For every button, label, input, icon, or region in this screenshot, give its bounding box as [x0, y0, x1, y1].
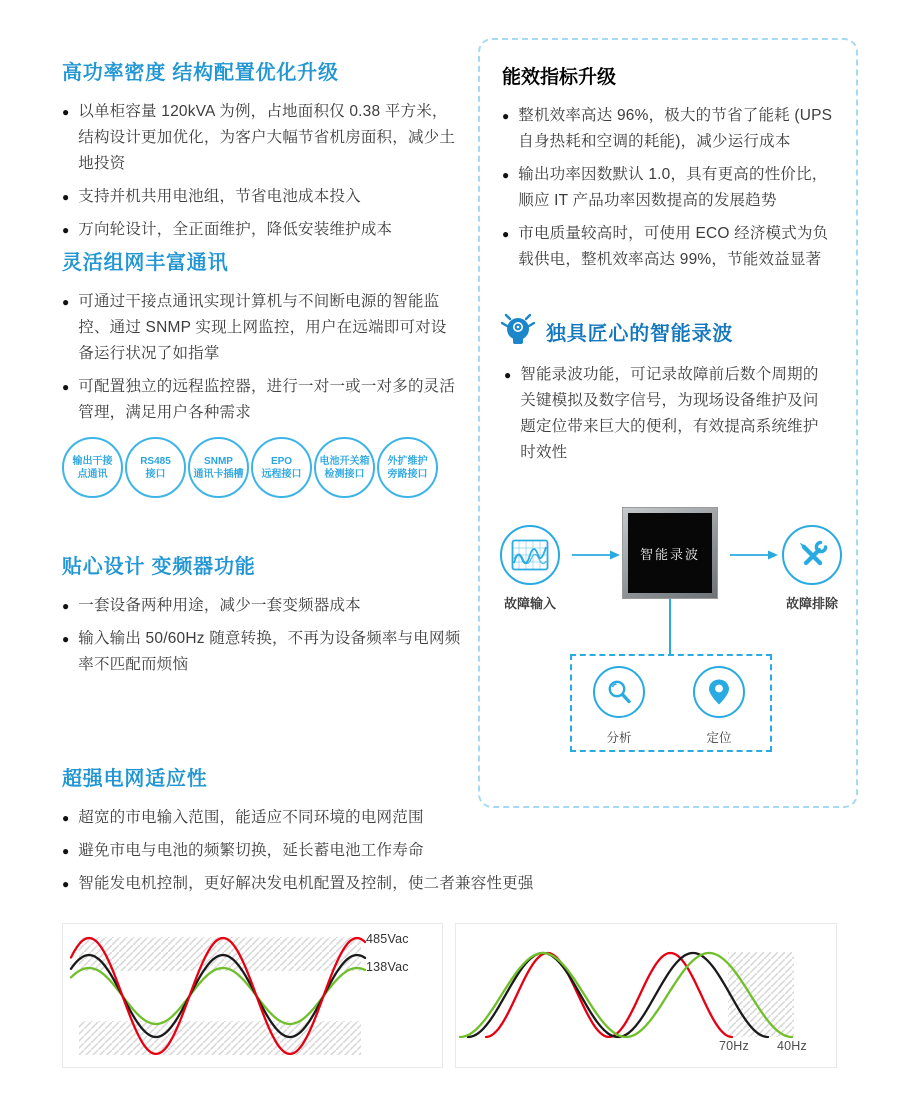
- badge-dry-contact: 输出干接 点通讯: [62, 437, 123, 498]
- section-heading: 贴心设计 变频器功能: [62, 556, 256, 578]
- bullet-item: ● 输入输出 50/60Hz 随意转换，不再为设备频率与电网频率不匹配而烦恼: [62, 626, 462, 678]
- locate-label: 定位: [706, 731, 732, 745]
- bullet-dot-icon: ●: [62, 380, 70, 394]
- bullet-item: ● 避免市电与电池的频繁切换，延长蓄电池工作寿命: [62, 838, 602, 864]
- badge-epo: EPO 远程接口: [251, 437, 312, 498]
- bullet-dot-icon: ●: [62, 844, 70, 858]
- highlight-panel: [478, 38, 858, 808]
- smart-wave-heading-row: [498, 310, 733, 352]
- wrench-screwdriver-icon: [795, 538, 829, 572]
- lightbulb-icon: [498, 310, 538, 352]
- badge-snmp: SNMP 通讯卡插槽: [188, 437, 249, 498]
- bullet-dot-icon: ●: [62, 877, 70, 891]
- section-heading: 能效指标升级: [502, 67, 617, 88]
- bullet-item: ● 可配置独立的远程监控器，进行一对一或一对多的灵活管理，满足用户各种需求: [62, 374, 462, 426]
- bullet-item: ● 以单柜容量 120kVA 为例，占地面积仅 0.38 平方米，结构设计更加优化，为客户大幅节省机房面积，减少土地投资: [62, 99, 462, 177]
- waveform-chart-icon: [511, 539, 549, 571]
- bullet-dot-icon: ●: [62, 599, 70, 613]
- arrow-right-icon: [730, 549, 778, 561]
- bullet-item: ● 可通过干接点通讯实现计算机与不间断电源的智能监控、通过 SNMP 实现上网监控，用户在远端即可对设备运行状况了如指掌: [62, 289, 462, 367]
- flow-connector-line: [669, 599, 671, 655]
- bullet-item: ● 智能发电机控制，更好解决发电机配置及控制，使二者兼容性更强: [62, 871, 602, 897]
- badge-maintenance-bypass: 外扩维护 旁路接口: [377, 437, 438, 498]
- fault-input-label: 故障输入: [503, 596, 556, 611]
- section-heading: 超强电网适应性: [62, 768, 208, 790]
- frequency-adaptability-chart: [455, 923, 837, 1068]
- smart-wave-paragraph: [504, 362, 822, 473]
- chart-annotation: 70Hz: [719, 1039, 749, 1053]
- section-power-density: [62, 56, 462, 250]
- section-heading: 高功率密度 结构配置优化升级: [62, 62, 339, 84]
- bullet-dot-icon: ●: [502, 227, 510, 241]
- chart-annotation: 485Vac: [366, 932, 409, 946]
- interface-badges-row: [62, 437, 438, 498]
- analyze-node: [593, 666, 645, 718]
- section-heading: 灵活组网丰富通讯: [62, 252, 229, 274]
- locate-node: [693, 666, 745, 718]
- location-pin-icon: [706, 678, 732, 706]
- bullet-dot-icon: ●: [62, 295, 70, 309]
- bullet-item: ● 智能录波功能，可记录故障前后数个周期的关键模拟及数字信号，为现场设备维护及问题定位带来巨大的便利，有效提高系统维护时效性: [504, 362, 822, 466]
- fault-resolve-node: [782, 525, 842, 585]
- fault-resolve-label: 故障排除: [785, 596, 838, 611]
- chart-annotation: 138Vac: [366, 960, 409, 974]
- arrow-right-icon: [572, 549, 620, 561]
- section-networking: [62, 246, 462, 433]
- bullet-dot-icon: ●: [62, 190, 70, 204]
- fault-input-node: [500, 525, 560, 585]
- bullet-item: ● 输出功率因数默认 1.0，具有更高的性价比，顺应 IT 产品功率因数提高的发展趋势: [502, 162, 842, 214]
- bullet-dot-icon: ●: [502, 109, 510, 123]
- bullet-item: ● 一套设备两种用途，减少一套变频器成本: [62, 593, 462, 619]
- bullet-item: ● 万向轮设计，全正面维护，降低安装维护成本: [62, 217, 462, 243]
- smart-wave-heading: 独具匠心的智能录波: [546, 322, 734, 345]
- bullet-dot-icon: ●: [62, 223, 70, 237]
- magnifier-icon: [605, 678, 633, 706]
- bullet-dot-icon: ●: [62, 105, 70, 119]
- voltage-adaptability-chart: [62, 923, 443, 1068]
- bullet-item: ● 整机效率高达 96%，极大的节省了能耗 (UPS 自身热耗和空调的耗能)，减少运行成本: [502, 103, 842, 155]
- section-efficiency: [502, 62, 842, 280]
- monitor-screen-label: 智能录波: [628, 513, 712, 593]
- bullet-item: ● 超宽的市电输入范围，能适应不同环境的电网范围: [62, 805, 602, 831]
- bullet-item: ● 市电质量较高时，可使用 ECO 经济模式为负载供电，整机效率高达 99%，节能效益显著: [502, 221, 842, 273]
- bullet-dot-icon: ●: [62, 811, 70, 825]
- chart-annotation: 40Hz: [777, 1039, 807, 1053]
- analyze-label: 分析: [606, 731, 632, 745]
- bullet-dot-icon: ●: [502, 168, 510, 182]
- section-frequency-converter: [62, 550, 462, 685]
- bullet-dot-icon: ●: [504, 368, 512, 382]
- bullet-item: ● 支持并机共用电池组，节省电池成本投入: [62, 184, 462, 210]
- badge-battery-switch: 电池开关箱 检测接口: [314, 437, 375, 498]
- bullet-dot-icon: ●: [62, 632, 70, 646]
- badge-rs485: RS485 接口: [125, 437, 186, 498]
- smart-wave-monitor: [622, 507, 718, 599]
